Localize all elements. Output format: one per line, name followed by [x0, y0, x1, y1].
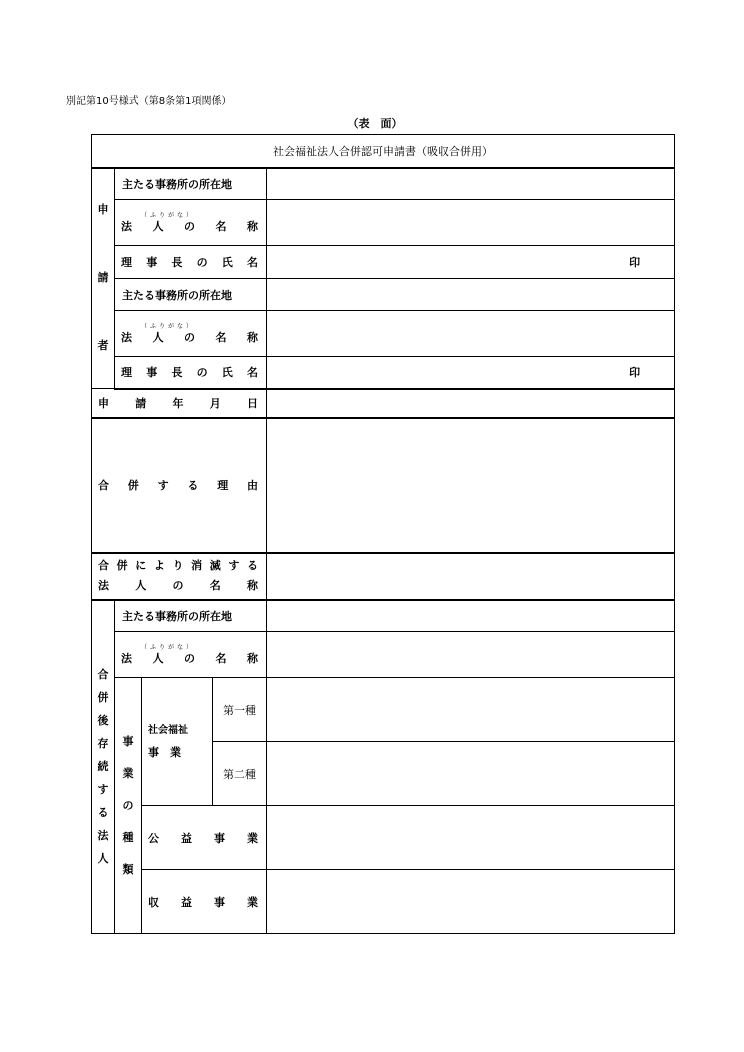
applicant2-chair-label: 理事長の氏名: [115, 357, 267, 389]
merger-reason-field[interactable]: [267, 418, 675, 553]
public-interest-field[interactable]: [267, 806, 675, 870]
applicant2-office-label: 主たる事務所の所在地: [115, 279, 267, 311]
applicant1-name-field[interactable]: [267, 200, 675, 246]
form-title: 社会福祉法人合併認可申請書（吸収合併用）: [92, 135, 675, 168]
surviving-office-label: 主たる事務所の所在地: [115, 600, 267, 632]
merger-reason-label: 合併する理由: [92, 418, 267, 553]
type1-field[interactable]: [267, 678, 675, 742]
type2-field[interactable]: [267, 742, 675, 806]
application-date-field[interactable]: [267, 389, 675, 418]
applicant1-office-label: 主たる事務所の所在地: [115, 168, 267, 200]
applicant1-office-field[interactable]: [267, 168, 675, 200]
type1-label: 第一種: [213, 678, 267, 742]
applicant1-name-label: （ふりがな） 法人の名称: [115, 200, 267, 246]
type2-label: 第二種: [213, 742, 267, 806]
social-welfare-business-label: 社会福祉 事 業: [142, 678, 213, 806]
applicant2-seal-field[interactable]: [267, 357, 675, 389]
application-form-table: [91, 134, 675, 934]
surviving-corp-group-label: 合 併 後 存 続 す る 法 人: [92, 600, 115, 934]
surviving-office-field[interactable]: [267, 600, 675, 632]
application-date-label: 申請年月日: [92, 389, 267, 418]
seal-mark: 印: [629, 366, 641, 380]
applicant2-office-field[interactable]: [267, 279, 675, 311]
dissolved-corp-label: 合併により消滅する 法人の名称: [92, 553, 267, 600]
surviving-name-label: （ふりがな） 法人の名称: [115, 632, 267, 678]
furigana-label: （ふりがな）: [141, 643, 196, 651]
applicant-group-label: 申 請 者: [92, 168, 115, 389]
furigana-label: （ふりがな）: [141, 322, 196, 330]
applicant2-name-field[interactable]: [267, 311, 675, 357]
applicant1-chair-label: 理事長の氏名: [115, 246, 267, 279]
surviving-name-field[interactable]: [267, 632, 675, 678]
applicant1-seal-field[interactable]: [267, 246, 675, 279]
form-number: 別記第10号様式（第8条第1項関係）: [66, 96, 232, 107]
seal-mark: 印: [629, 256, 641, 269]
profit-business-label: 収益事業: [142, 870, 267, 934]
face-label: （表 面）: [347, 117, 403, 130]
dissolved-corp-field[interactable]: [267, 553, 675, 600]
business-types-label: 事 業 の 種 類: [115, 678, 142, 934]
furigana-label: （ふりがな）: [141, 211, 196, 219]
public-interest-label: 公益事業: [142, 806, 267, 870]
profit-business-field[interactable]: [267, 870, 675, 934]
applicant2-name-label: （ふりがな） 法人の名称: [115, 311, 267, 357]
